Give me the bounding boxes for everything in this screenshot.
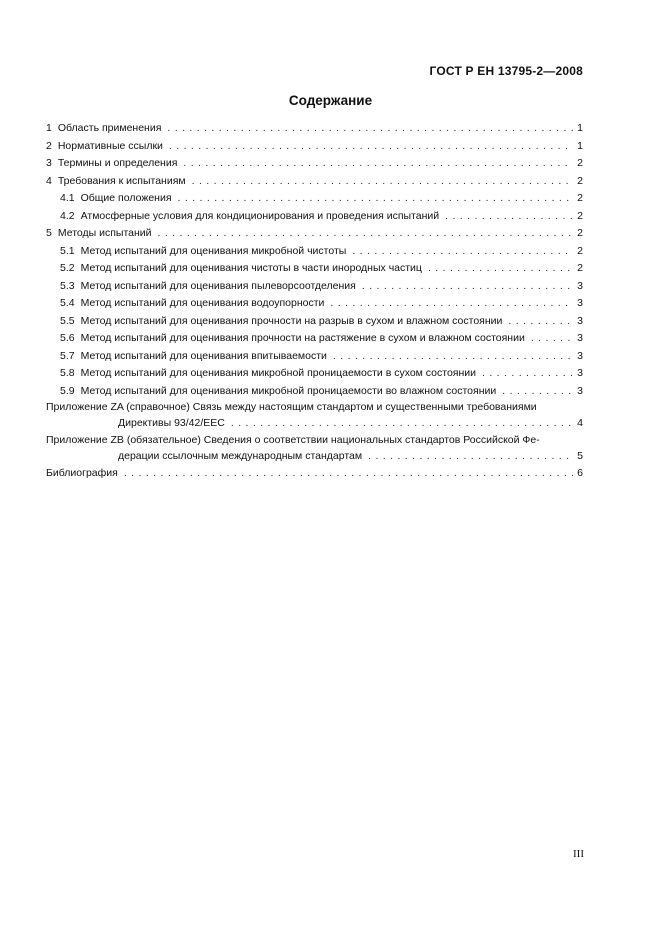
leader-dots xyxy=(192,173,573,191)
toc-entry-page: 1 xyxy=(577,122,583,134)
toc-entry-number: 5.4 xyxy=(60,297,75,309)
leader-dots xyxy=(167,120,573,138)
bibliography-label: Библиография xyxy=(46,467,118,479)
toc-entry[interactable] xyxy=(46,138,583,156)
toc-entry-page: 2 xyxy=(577,262,583,274)
leader-dots xyxy=(231,415,573,433)
annex-zb-continuation[interactable] xyxy=(46,448,583,466)
toc-entry-page: 2 xyxy=(577,244,583,257)
toc-entry-number: 5.8 xyxy=(60,367,75,379)
toc-entry-number: 2 xyxy=(46,139,52,152)
toc-subentry[interactable] xyxy=(46,260,583,278)
toc-entry-page: 3 xyxy=(577,297,583,309)
toc-entry-page: 3 xyxy=(577,349,583,362)
toc-entry-page: 3 xyxy=(577,384,583,397)
leader-dots xyxy=(445,208,573,226)
toc-entry-label: Область применения xyxy=(57,122,162,134)
document-header-code: ГОСТ Р ЕН 13795-2—2008 xyxy=(429,64,583,78)
toc-entry-number: 5.6 xyxy=(60,332,75,344)
toc-entry-label: Общие положения xyxy=(80,192,172,204)
toc-subentry[interactable] xyxy=(46,313,583,331)
toc-entry-number: 5.1 xyxy=(60,244,75,257)
leader-dots xyxy=(482,365,573,383)
bibliography-page: 6 xyxy=(577,467,583,479)
toc-entry-number: 1 xyxy=(46,122,52,134)
leader-dots xyxy=(508,313,573,331)
toc-entry-label: Метод испытаний для оценивания чистоты в части инородных частиц xyxy=(80,262,422,274)
toc-entry[interactable] xyxy=(46,155,583,173)
toc-entry-label: Метод испытаний для оценивания прочности на растяжение в сухом и влажном состоянии xyxy=(80,332,525,344)
toc-subentry[interactable] xyxy=(46,278,583,296)
toc-entry-number: 3 xyxy=(46,157,52,169)
leader-dots xyxy=(362,278,573,296)
leader-dots xyxy=(330,295,573,313)
toc-entry-number: 5.7 xyxy=(60,349,75,362)
toc-entry-page: 3 xyxy=(577,332,583,344)
annex-zb-heading[interactable] xyxy=(46,433,583,448)
leader-dots xyxy=(169,138,573,156)
leader-dots xyxy=(368,448,573,466)
toc-subentry[interactable] xyxy=(46,348,583,366)
toc-entry-label: Требования к испытаниям xyxy=(57,174,186,187)
leader-dots xyxy=(178,190,573,208)
toc-entry-label: Метод испытаний для оценивания пылеворсоотделения xyxy=(80,279,356,292)
toc-entry-label: Метод испытаний для оценивания микробной проницаемости во влажном состоянии xyxy=(80,384,497,397)
toc-entry-label: Метод испытаний для оценивания микробной чистоты xyxy=(80,244,347,257)
toc-entry-number: 5.3 xyxy=(60,279,75,292)
leader-dots xyxy=(428,260,573,278)
toc-subentry[interactable] xyxy=(46,243,583,261)
toc-entry-page: 2 xyxy=(577,192,583,204)
toc-entry-page: 2 xyxy=(577,174,583,187)
toc-entry-page: 3 xyxy=(577,279,583,292)
leader-dots xyxy=(124,465,573,483)
toc-entry[interactable] xyxy=(46,225,583,243)
toc-entry-label: Метод испытаний для оценивания впитываемости xyxy=(80,349,327,362)
annex-zb-line1: Приложение ZB (обязательное) Сведения о соответствии национальных стандартов Российской Фе- xyxy=(46,433,540,446)
annex-za-continuation[interactable] xyxy=(46,415,583,433)
toc-entry-page: 1 xyxy=(577,139,583,152)
toc-subentry[interactable] xyxy=(46,190,583,208)
bibliography-entry[interactable] xyxy=(46,465,583,483)
toc-entry[interactable] xyxy=(46,173,583,191)
annex-za-page: 4 xyxy=(577,417,583,429)
toc-entry-number: 4.2 xyxy=(60,209,75,222)
toc-subentry[interactable] xyxy=(46,330,583,348)
toc-entry-number: 5.2 xyxy=(60,262,75,274)
annex-zb-page: 5 xyxy=(577,449,583,462)
toc-entry[interactable] xyxy=(46,120,583,138)
leader-dots xyxy=(531,330,573,348)
toc-subentry[interactable] xyxy=(46,295,583,313)
toc-entry-label: Атмосферные условия для кондиционирования и проведения испытаний xyxy=(80,209,440,222)
annex-za-line2: Директивы 93/42/EEC xyxy=(118,417,225,429)
leader-dots xyxy=(502,383,573,401)
toc-entry-page: 2 xyxy=(577,209,583,222)
page-number: III xyxy=(573,848,584,860)
toc-entry-label: Термины и определения xyxy=(57,157,178,169)
table-of-contents xyxy=(46,120,583,483)
toc-entry-number: 4 xyxy=(46,174,52,187)
annex-za-heading[interactable] xyxy=(46,400,583,415)
annex-zb-line2: дерации ссылочным международным стандартам xyxy=(118,449,363,462)
toc-subentry[interactable] xyxy=(46,208,583,226)
toc-entry-label: Метод испытаний для оценивания микробной проницаемости в сухом состоянии xyxy=(80,367,477,379)
toc-entry-label: Метод испытаний для оценивания водоупорности xyxy=(80,297,325,309)
toc-entry-number: 5 xyxy=(46,227,52,239)
toc-entry-page: 2 xyxy=(577,227,583,239)
leader-dots xyxy=(183,155,573,173)
toc-entry-number: 4.1 xyxy=(60,192,75,204)
leader-dots xyxy=(158,225,574,243)
toc-subentry[interactable] xyxy=(46,365,583,383)
toc-entry-label: Метод испытаний для оценивания прочности на разрыв в сухом и влажном состоянии xyxy=(80,314,503,327)
leader-dots xyxy=(333,348,573,366)
toc-entry-label: Методы испытаний xyxy=(57,227,152,239)
annex-za-line1: Приложение ZA (справочное) Связь между настоящим стандартом и существенными требованиями xyxy=(46,401,537,413)
toc-entry-number: 5.9 xyxy=(60,384,75,397)
toc-entry-label: Нормативные ссылки xyxy=(57,139,163,152)
toc-entry-number: 5.5 xyxy=(60,314,75,327)
toc-subentry[interactable] xyxy=(46,383,583,401)
toc-entry-page: 3 xyxy=(577,367,583,379)
page-title: Содержание xyxy=(288,93,373,108)
toc-entry-page: 2 xyxy=(577,157,583,169)
toc-entry-page: 3 xyxy=(577,314,583,327)
leader-dots xyxy=(352,243,573,261)
